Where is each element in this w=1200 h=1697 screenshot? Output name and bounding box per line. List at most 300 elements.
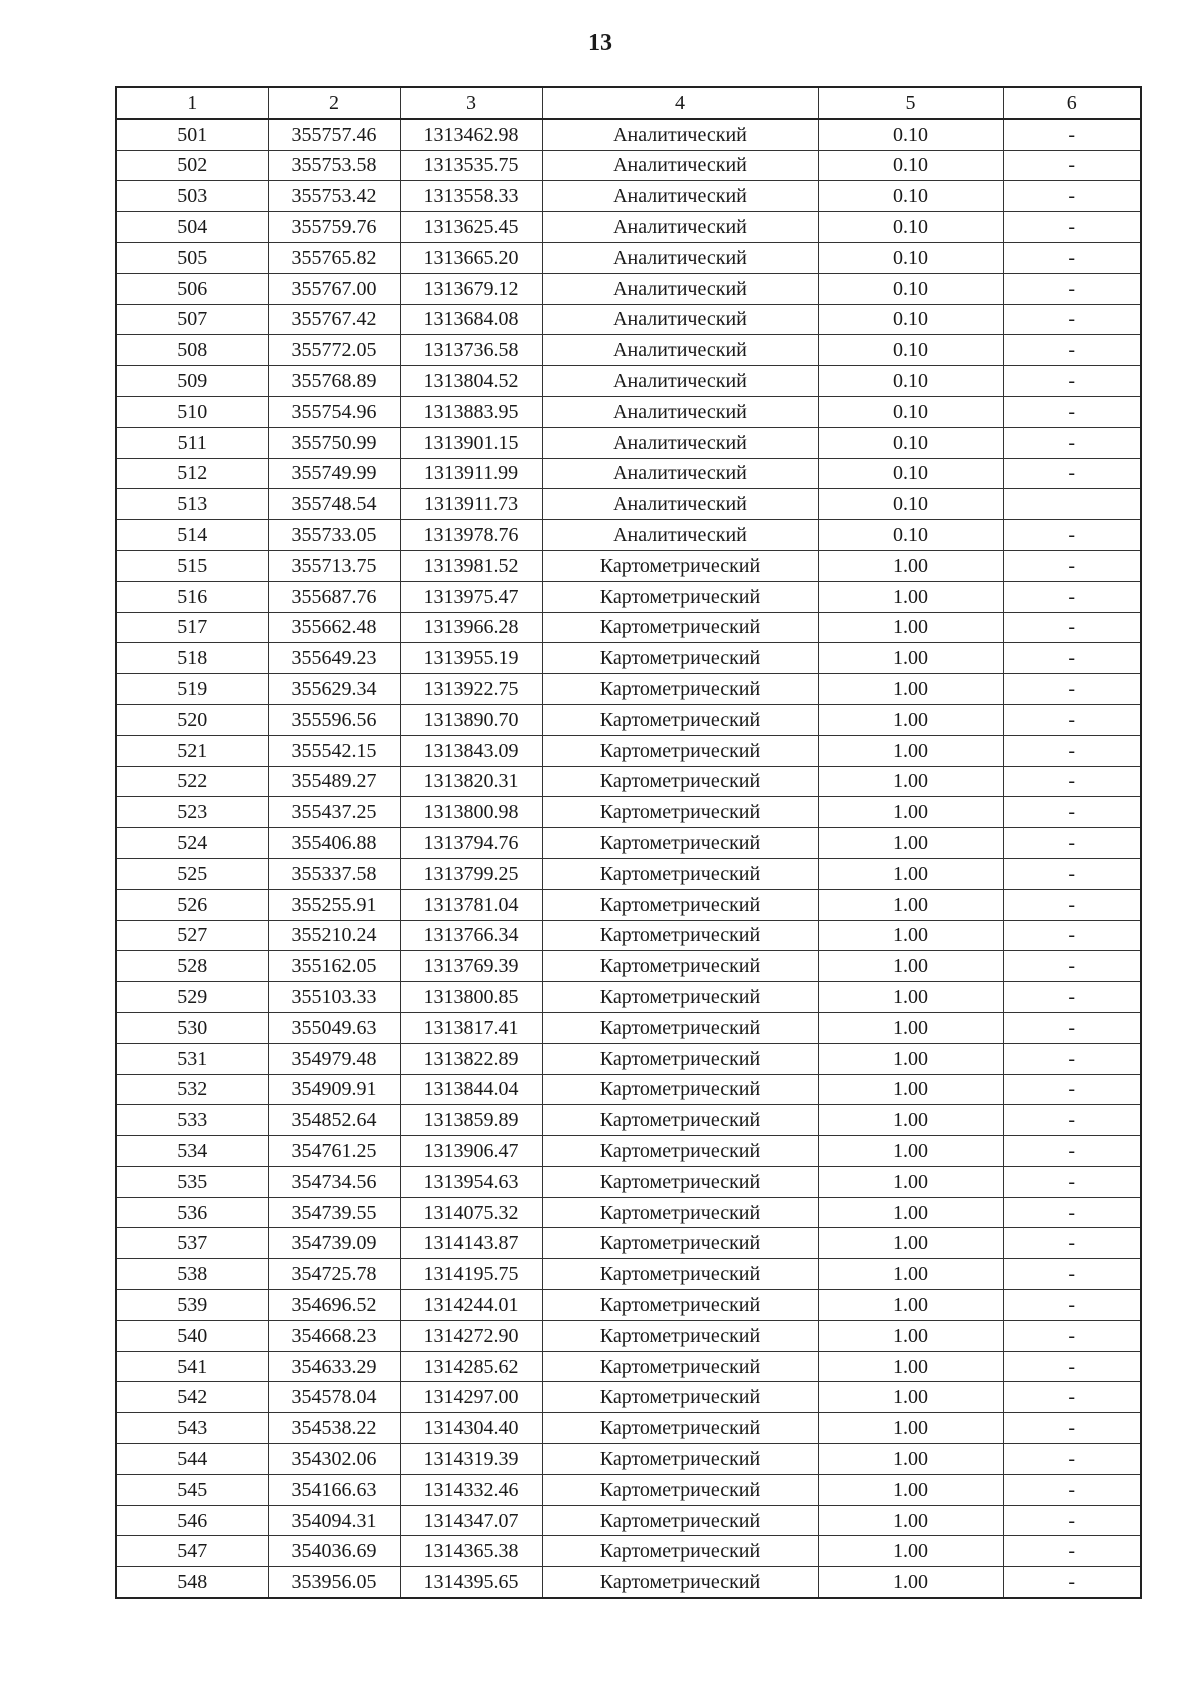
header-cell: 4 [542, 87, 818, 119]
table-cell: Картометрический [542, 1259, 818, 1290]
header-cell: 5 [818, 87, 1003, 119]
table-cell: 354668.23 [268, 1320, 400, 1351]
table-cell: 523 [116, 797, 268, 828]
table-cell: 354739.09 [268, 1228, 400, 1259]
table-row [116, 1166, 1141, 1197]
table-cell: 530 [116, 1012, 268, 1043]
table-cell: - [1003, 396, 1141, 427]
table-row [116, 1474, 1141, 1505]
table-cell: 538 [116, 1259, 268, 1290]
table-row [116, 212, 1141, 243]
table-cell: 1313890.70 [400, 704, 542, 735]
table-cell: 1314143.87 [400, 1228, 542, 1259]
table-cell: - [1003, 1382, 1141, 1413]
table-cell: - [1003, 581, 1141, 612]
table-cell: 1313901.15 [400, 427, 542, 458]
table-cell: 542 [116, 1382, 268, 1413]
table-cell: 1.00 [818, 1474, 1003, 1505]
table-cell: 501 [116, 119, 268, 150]
table-cell: 1.00 [818, 1536, 1003, 1567]
table-cell: - [1003, 242, 1141, 273]
table-row [116, 335, 1141, 366]
table-cell: 355255.91 [268, 889, 400, 920]
table-cell: 1.00 [818, 1228, 1003, 1259]
table-cell: 1.00 [818, 1444, 1003, 1475]
table-cell: - [1003, 1444, 1141, 1475]
table-cell: 355753.58 [268, 150, 400, 181]
table-cell: 1313804.52 [400, 366, 542, 397]
table-cell: 1.00 [818, 1012, 1003, 1043]
table-cell: 1313800.85 [400, 982, 542, 1013]
table-cell: - [1003, 612, 1141, 643]
table-cell: - [1003, 520, 1141, 551]
table-cell: 1.00 [818, 643, 1003, 674]
table-cell: 0.10 [818, 396, 1003, 427]
table-cell: 1.00 [818, 1166, 1003, 1197]
table-cell: Картометрический [542, 1105, 818, 1136]
table-cell: 1313820.31 [400, 766, 542, 797]
table-cell: 1313665.20 [400, 242, 542, 273]
table-cell: 354302.06 [268, 1444, 400, 1475]
table-row [116, 674, 1141, 705]
table-cell: 354696.52 [268, 1290, 400, 1321]
table-cell: - [1003, 273, 1141, 304]
table-cell: - [1003, 1043, 1141, 1074]
table-cell: - [1003, 427, 1141, 458]
table-cell: 355662.48 [268, 612, 400, 643]
table-row [116, 581, 1141, 612]
table-cell: 0.10 [818, 304, 1003, 335]
table-row [116, 797, 1141, 828]
table-cell: Картометрический [542, 1567, 818, 1598]
table-cell: 1313883.95 [400, 396, 542, 427]
coordinates-table [115, 86, 1142, 1599]
table-cell: Картометрический [542, 1536, 818, 1567]
table-row [116, 1290, 1141, 1321]
table-row [116, 612, 1141, 643]
table-cell: 505 [116, 242, 268, 273]
table-cell: Аналитический [542, 396, 818, 427]
table-cell: 355406.88 [268, 828, 400, 859]
table-cell: 0.10 [818, 150, 1003, 181]
table-cell: 504 [116, 212, 268, 243]
table-row [116, 1105, 1141, 1136]
table-cell: 1.00 [818, 920, 1003, 951]
table-row [116, 458, 1141, 489]
table-cell: 540 [116, 1320, 268, 1351]
header-cell: 6 [1003, 87, 1141, 119]
table-cell: 355767.42 [268, 304, 400, 335]
table-cell: 541 [116, 1351, 268, 1382]
table-cell: Картометрический [542, 1043, 818, 1074]
table-cell: 355759.76 [268, 212, 400, 243]
table-cell: - [1003, 674, 1141, 705]
table-row [116, 1505, 1141, 1536]
table-cell: 514 [116, 520, 268, 551]
table-cell: 1.00 [818, 612, 1003, 643]
table-row [116, 828, 1141, 859]
table-cell: Картометрический [542, 1505, 818, 1536]
table-cell: - [1003, 1197, 1141, 1228]
table-cell: 355772.05 [268, 335, 400, 366]
table-cell: 524 [116, 828, 268, 859]
table-row [116, 982, 1141, 1013]
table-cell: 1313966.28 [400, 612, 542, 643]
table-cell: 0.10 [818, 181, 1003, 212]
table-cell: Картометрический [542, 735, 818, 766]
table-cell: Картометрический [542, 1474, 818, 1505]
table-cell: 355753.42 [268, 181, 400, 212]
table-cell: Картометрический [542, 766, 818, 797]
table-cell: - [1003, 889, 1141, 920]
table-cell: 1313684.08 [400, 304, 542, 335]
table-cell: - [1003, 1290, 1141, 1321]
table-cell: 1314347.07 [400, 1505, 542, 1536]
table-cell: 355749.99 [268, 458, 400, 489]
table-cell: 355767.00 [268, 273, 400, 304]
table-cell: 1.00 [818, 858, 1003, 889]
table-row [116, 396, 1141, 427]
table-cell: 1313817.41 [400, 1012, 542, 1043]
table-cell: Картометрический [542, 1074, 818, 1105]
table-cell: - [1003, 920, 1141, 951]
table-cell: 1.00 [818, 550, 1003, 581]
table-cell: 531 [116, 1043, 268, 1074]
table-row [116, 489, 1141, 520]
table-cell: 1313558.33 [400, 181, 542, 212]
table-cell: - [1003, 828, 1141, 859]
table-cell: 1.00 [818, 1290, 1003, 1321]
table-cell: 355765.82 [268, 242, 400, 273]
table-cell: Картометрический [542, 1413, 818, 1444]
table-cell: 544 [116, 1444, 268, 1475]
table-cell: 1313981.52 [400, 550, 542, 581]
table-cell: - [1003, 1505, 1141, 1536]
table-cell: - [1003, 1413, 1141, 1444]
table-cell: Картометрический [542, 643, 818, 674]
table-row [116, 1444, 1141, 1475]
table-cell: 506 [116, 273, 268, 304]
table-cell: 1.00 [818, 1351, 1003, 1382]
table-cell: 1.00 [818, 581, 1003, 612]
table-cell: 1313781.04 [400, 889, 542, 920]
table-cell: 0.10 [818, 242, 1003, 273]
table-cell: 1313911.99 [400, 458, 542, 489]
table-cell: 355733.05 [268, 520, 400, 551]
table-cell: 355162.05 [268, 951, 400, 982]
table-row [116, 858, 1141, 889]
table-row [116, 181, 1141, 212]
table-cell: - [1003, 766, 1141, 797]
table-cell: 511 [116, 427, 268, 458]
header-row [116, 87, 1141, 119]
table-cell: Картометрический [542, 951, 818, 982]
table-cell: 1.00 [818, 1105, 1003, 1136]
table-cell: - [1003, 982, 1141, 1013]
table-cell: Аналитический [542, 242, 818, 273]
table-cell: - [1003, 212, 1141, 243]
table-body [116, 119, 1141, 1598]
table-cell: 1.00 [818, 982, 1003, 1013]
table-cell: Картометрический [542, 858, 818, 889]
table-cell: 354761.25 [268, 1136, 400, 1167]
table-row [116, 1197, 1141, 1228]
table-cell: 0.10 [818, 119, 1003, 150]
table-cell: 547 [116, 1536, 268, 1567]
table-cell: Аналитический [542, 520, 818, 551]
table-cell: Аналитический [542, 335, 818, 366]
table-cell: 508 [116, 335, 268, 366]
table-cell: 355687.76 [268, 581, 400, 612]
table-cell: - [1003, 858, 1141, 889]
table-cell: 510 [116, 396, 268, 427]
table-cell: 1313906.47 [400, 1136, 542, 1167]
table-cell: 1313975.47 [400, 581, 542, 612]
table-cell: - [1003, 643, 1141, 674]
table-cell: 1.00 [818, 704, 1003, 735]
table-cell: 355210.24 [268, 920, 400, 951]
table-cell: 548 [116, 1567, 268, 1598]
table-cell: - [1003, 1259, 1141, 1290]
table-cell: 1313844.04 [400, 1074, 542, 1105]
table-row [116, 920, 1141, 951]
table-cell: - [1003, 1567, 1141, 1598]
table-cell: 0.10 [818, 427, 1003, 458]
table-row [116, 520, 1141, 551]
table-cell: 517 [116, 612, 268, 643]
table-cell: 1313822.89 [400, 1043, 542, 1074]
table-row [116, 735, 1141, 766]
table-cell: 355049.63 [268, 1012, 400, 1043]
table-cell: Аналитический [542, 458, 818, 489]
table-cell: 354734.56 [268, 1166, 400, 1197]
table-cell: 355629.34 [268, 674, 400, 705]
table-cell: - [1003, 550, 1141, 581]
table-cell: Картометрический [542, 581, 818, 612]
table-cell: 1313769.39 [400, 951, 542, 982]
table-cell: 1.00 [818, 1382, 1003, 1413]
table-cell: 1.00 [818, 951, 1003, 982]
table-cell: - [1003, 304, 1141, 335]
table-cell: 355757.46 [268, 119, 400, 150]
table-cell: 1313911.73 [400, 489, 542, 520]
table-cell: 535 [116, 1166, 268, 1197]
table-row [116, 427, 1141, 458]
table-cell: - [1003, 1074, 1141, 1105]
table-cell: 355489.27 [268, 766, 400, 797]
table-cell: 513 [116, 489, 268, 520]
table-row [116, 273, 1141, 304]
table-row [116, 889, 1141, 920]
table-cell: - [1003, 797, 1141, 828]
table-cell: 1.00 [818, 1136, 1003, 1167]
table-cell: 1313794.76 [400, 828, 542, 859]
table-row [116, 150, 1141, 181]
table-cell: Аналитический [542, 150, 818, 181]
table-cell: 1313955.19 [400, 643, 542, 674]
table-cell: 507 [116, 304, 268, 335]
page-number: 13 [588, 30, 612, 56]
table-cell: 528 [116, 951, 268, 982]
table-cell: Картометрический [542, 920, 818, 951]
table-row [116, 1536, 1141, 1567]
table-cell: 355103.33 [268, 982, 400, 1013]
table-cell: 354739.55 [268, 1197, 400, 1228]
table-row [116, 951, 1141, 982]
table-cell: Аналитический [542, 427, 818, 458]
table-cell: 355750.99 [268, 427, 400, 458]
table-cell: 1314365.38 [400, 1536, 542, 1567]
table-cell: Картометрический [542, 1320, 818, 1351]
table-cell: Картометрический [542, 982, 818, 1013]
table-row [116, 1012, 1141, 1043]
table-cell: - [1003, 1166, 1141, 1197]
table-cell: 1.00 [818, 1197, 1003, 1228]
table-cell: 355596.56 [268, 704, 400, 735]
table-row [116, 1074, 1141, 1105]
table-cell: 354909.91 [268, 1074, 400, 1105]
table-cell: Картометрический [542, 612, 818, 643]
table-cell: 1313859.89 [400, 1105, 542, 1136]
table-cell: - [1003, 951, 1141, 982]
table-cell: - [1003, 1012, 1141, 1043]
table-row [116, 1382, 1141, 1413]
table-cell: - [1003, 1351, 1141, 1382]
table-cell: 1313535.75 [400, 150, 542, 181]
table-cell: 519 [116, 674, 268, 705]
table-cell: 1314319.39 [400, 1444, 542, 1475]
table-cell: 534 [116, 1136, 268, 1167]
table-cell: 525 [116, 858, 268, 889]
table-cell: 543 [116, 1413, 268, 1444]
table-cell: 1314272.90 [400, 1320, 542, 1351]
table-cell: 354094.31 [268, 1505, 400, 1536]
header-cell: 2 [268, 87, 400, 119]
table-cell: 533 [116, 1105, 268, 1136]
table-cell: 0.10 [818, 212, 1003, 243]
table-cell: 0.10 [818, 335, 1003, 366]
table-cell: 1314395.65 [400, 1567, 542, 1598]
table-cell: 1313922.75 [400, 674, 542, 705]
table-cell: 1314285.62 [400, 1351, 542, 1382]
table-cell: 1.00 [818, 1043, 1003, 1074]
table-row [116, 1567, 1141, 1598]
table-cell: 354166.63 [268, 1474, 400, 1505]
table-header [116, 87, 1141, 119]
table-cell: 355437.25 [268, 797, 400, 828]
table-cell: - [1003, 704, 1141, 735]
table-cell: 526 [116, 889, 268, 920]
table-cell: Картометрический [542, 1166, 818, 1197]
table-cell: 0.10 [818, 489, 1003, 520]
table-row [116, 1136, 1141, 1167]
table-row [116, 1043, 1141, 1074]
table-cell: Аналитический [542, 119, 818, 150]
table-cell: 1313736.58 [400, 335, 542, 366]
table-cell: - [1003, 1474, 1141, 1505]
table-cell: 1313843.09 [400, 735, 542, 766]
table-cell: 536 [116, 1197, 268, 1228]
table-cell: 518 [116, 643, 268, 674]
table-cell: Картометрический [542, 1136, 818, 1167]
table-cell: Картометрический [542, 550, 818, 581]
table-cell [1003, 489, 1141, 520]
table-cell: 1.00 [818, 1320, 1003, 1351]
table-cell: - [1003, 1228, 1141, 1259]
table-cell: 1.00 [818, 766, 1003, 797]
table-row [116, 704, 1141, 735]
table-cell: 1.00 [818, 1413, 1003, 1444]
table-cell: Аналитический [542, 489, 818, 520]
table-cell: 355713.75 [268, 550, 400, 581]
table-cell: 1314195.75 [400, 1259, 542, 1290]
table-cell: 1.00 [818, 1259, 1003, 1290]
table-cell: - [1003, 150, 1141, 181]
table-cell: 1314332.46 [400, 1474, 542, 1505]
table-cell: 0.10 [818, 458, 1003, 489]
table-cell: 355337.58 [268, 858, 400, 889]
table-cell: 1313679.12 [400, 273, 542, 304]
table-cell: - [1003, 458, 1141, 489]
table-cell: 503 [116, 181, 268, 212]
table-cell: Картометрический [542, 1197, 818, 1228]
table-cell: 354633.29 [268, 1351, 400, 1382]
table-row [116, 1320, 1141, 1351]
table-row [116, 366, 1141, 397]
table-cell: 1.00 [818, 889, 1003, 920]
table-cell: - [1003, 1136, 1141, 1167]
table-cell: Картометрический [542, 1444, 818, 1475]
table-row [116, 550, 1141, 581]
table-cell: 1313799.25 [400, 858, 542, 889]
table-cell: 354036.69 [268, 1536, 400, 1567]
table-cell: 1.00 [818, 1505, 1003, 1536]
table-cell: 355754.96 [268, 396, 400, 427]
table-row [116, 1351, 1141, 1382]
table-cell: 546 [116, 1505, 268, 1536]
table-cell: 545 [116, 1474, 268, 1505]
table-row [116, 1259, 1141, 1290]
table-cell: 0.10 [818, 520, 1003, 551]
table-cell: 512 [116, 458, 268, 489]
table-cell: 1313800.98 [400, 797, 542, 828]
table-row [116, 1228, 1141, 1259]
table-cell: 354979.48 [268, 1043, 400, 1074]
table-cell: 1314244.01 [400, 1290, 542, 1321]
table-cell: 515 [116, 550, 268, 581]
table-cell: 355542.15 [268, 735, 400, 766]
table-cell: 1.00 [818, 797, 1003, 828]
table-cell: 354852.64 [268, 1105, 400, 1136]
table-cell: 1.00 [818, 1074, 1003, 1105]
table-cell: 1313954.63 [400, 1166, 542, 1197]
table-cell: - [1003, 735, 1141, 766]
table-cell: 0.10 [818, 366, 1003, 397]
table-cell: Картометрический [542, 674, 818, 705]
table-cell: 355768.89 [268, 366, 400, 397]
table-cell: 0.10 [818, 273, 1003, 304]
table-cell: - [1003, 366, 1141, 397]
header-cell: 1 [116, 87, 268, 119]
table-cell: 354578.04 [268, 1382, 400, 1413]
table-cell: 532 [116, 1074, 268, 1105]
table-cell: 1314075.32 [400, 1197, 542, 1228]
table-cell: 520 [116, 704, 268, 735]
table-cell: 1.00 [818, 735, 1003, 766]
header-cell: 3 [400, 87, 542, 119]
table-cell: 537 [116, 1228, 268, 1259]
table-cell: 1314297.00 [400, 1382, 542, 1413]
